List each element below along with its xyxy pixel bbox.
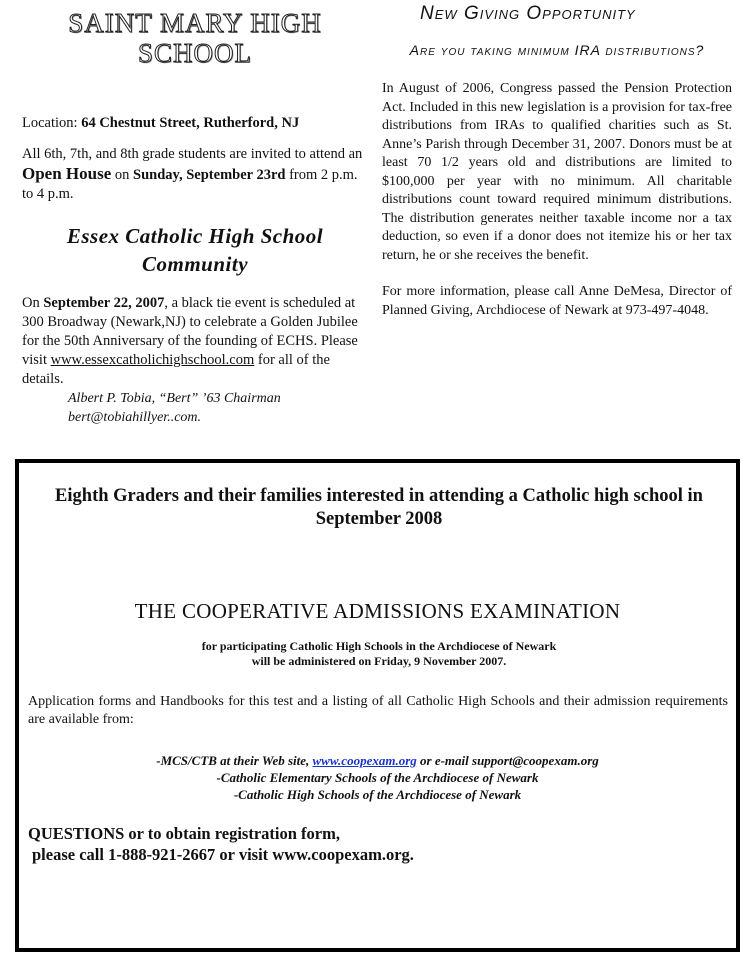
essex-on-text: On (22, 295, 40, 311)
essex-title-line2: Community (141, 252, 249, 276)
source-high-schools: -Catholic High Schools of the Archdiocese of Newark (233, 787, 522, 802)
application-text: Application forms and Handbooks for this test and a listing of all Catholic High Schools and their admission requirements are available from: (28, 694, 728, 727)
giving-subtitle: Are you taking minimum IRA distributions? (409, 42, 705, 58)
on-text: on (114, 167, 130, 183)
giving-title: New Giving Opportunity (420, 3, 636, 24)
saint-mary-title-line2: SCHOOL (137, 38, 252, 68)
source1-suffix: or e-mail support@coopexam.org (420, 753, 599, 768)
questions-block (28, 823, 628, 865)
admissions-box (15, 459, 740, 952)
saint-mary-title-line1: SAINT MARY HIGH (68, 8, 322, 38)
essex-details-text: for all of the details. (22, 352, 330, 387)
saint-mary-title (22, 8, 368, 68)
signature-line2: bert@tobiahillyer..com. (68, 410, 202, 425)
location-label: Location: (22, 115, 82, 131)
right-column (382, 0, 732, 320)
signature-line1: Albert P. Tobia, “Bert” ’63 Chairman (68, 391, 281, 406)
essex-event-date: September 22, 2007 (43, 295, 165, 311)
questions-line1: QUESTIONS or to obtain registration form, (28, 824, 340, 843)
source-elementary: -Catholic Elementary Schools of the Archdiocese of Newark (216, 770, 539, 785)
essex-signature (68, 389, 368, 427)
exam-sub-line1: for participating Catholic High Schools in the Archdiocese of Newark (201, 639, 557, 653)
exam-sub-line2: will be administered on Friday, 9 November 2007. (251, 654, 507, 668)
open-house-label: Open House (22, 164, 112, 183)
location-line (22, 114, 368, 133)
essex-event-text: , a black tie event is scheduled at 300 Broadway (Newark,NJ) to celebrate a Golden Jubilee for the 50th Anniversary of the founding of ECHS. Please visit (22, 295, 358, 368)
open-house-paragraph (22, 145, 368, 204)
sources-list (19, 752, 736, 803)
location-value: 64 Chestnut Street, Rutherford, NJ (81, 115, 300, 131)
essex-title (22, 222, 368, 278)
exam-subtitle (119, 639, 639, 669)
coopexam-link[interactable]: www.coopexam.org (312, 753, 417, 768)
questions-line2: please call 1-888-921-2667 or visit www.coopexam.org. (32, 845, 414, 864)
source-mcs (19, 752, 736, 769)
giving-paragraph-1: In August of 2006, Congress passed the Pension Protection Act. Included in this new legislation is a provision for tax-free distributions from IRAs to qualified charities such as St. Anne’s Parish through December 31, 2007. Donors must be at least 70 1/2 years old and distributions are limited to $100,000 per year with no minimum. All charitable distributions count toward required minimum distributions. The distribution generates neither taxable income nor a tax deduction, so even if a donor does not itemize his or her tax return, he or she receives the benefit. (382, 81, 732, 263)
essex-website-link[interactable]: www.essexcatholichighschool.com (50, 352, 255, 368)
invite-text: All 6th, 7th, and 8th grade students are invited to attend an (22, 146, 363, 162)
essex-title-line1: Essex Catholic High School (66, 224, 324, 248)
essex-event-paragraph (22, 294, 368, 389)
exam-title: THE COOPERATIVE ADMISSIONS EXAMINATION (134, 599, 621, 623)
open-house-date: Sunday, September 23rd (133, 167, 286, 183)
giving-paragraph-2: For more information, please call Anne DeMesa, Director of Planned Giving, Archdiocese of Newark at 973-497-4048. (382, 284, 732, 318)
source1-prefix: -MCS/CTB at their Web site, (156, 753, 310, 768)
left-column (22, 8, 368, 427)
admissions-heading: Eighth Graders and their families interested in attending a Catholic high school in September 2008 (55, 486, 703, 529)
open-house-time: from 2 p.m. to 4 p.m. (22, 167, 358, 202)
